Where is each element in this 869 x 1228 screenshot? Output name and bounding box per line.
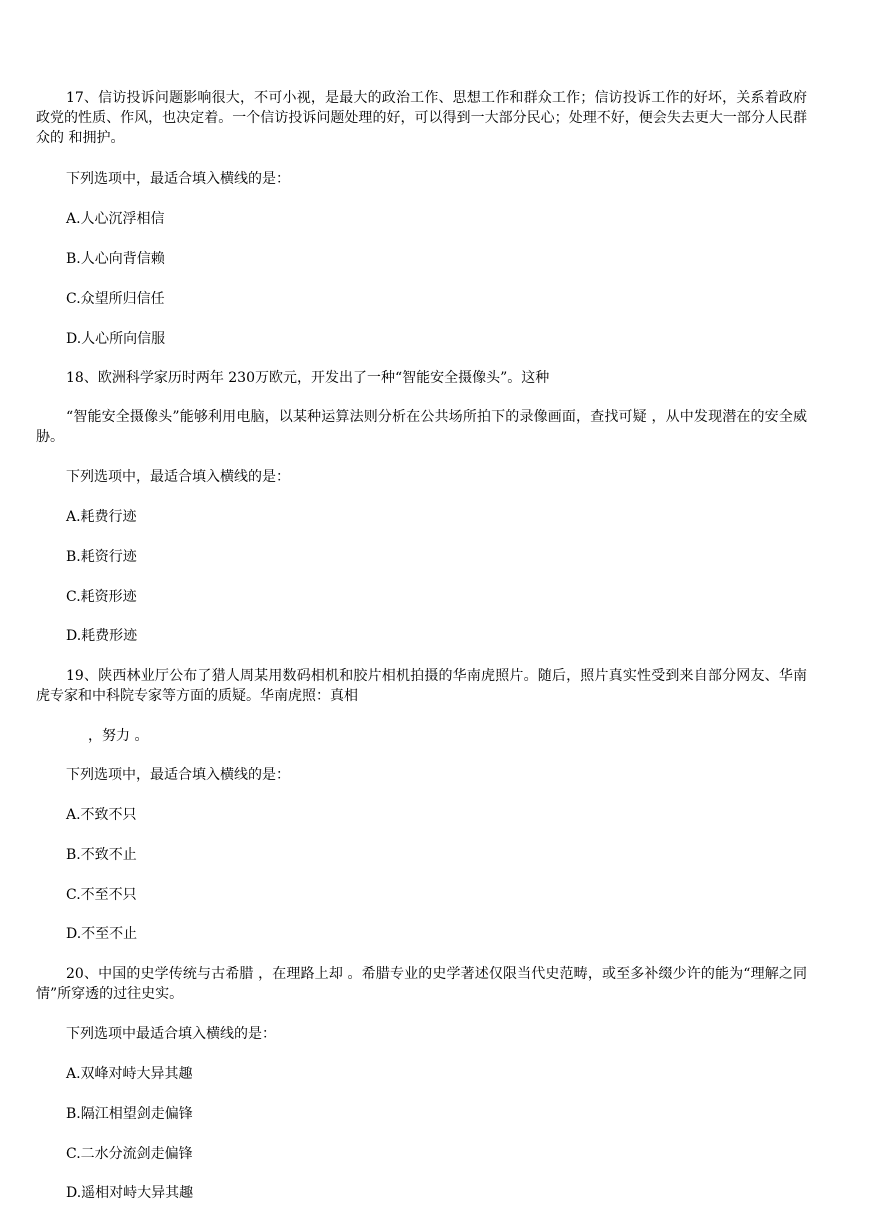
question-17-prompt: 下列选项中，最适合填入横线的是： bbox=[66, 171, 290, 187]
question-18-stem: 18、欧洲科学家历时两年 230万欧元，开发出了一种“智能安全摄像头”。这种 bbox=[66, 370, 550, 386]
question-18-option-d: D.耗费形迹 bbox=[66, 628, 138, 644]
question-18-option-a: A.耗费行迹 bbox=[66, 509, 137, 525]
question-19-stem bbox=[36, 666, 807, 706]
question-20-stem-text: 20、中国的史学传统与古希腊 ，在理路上却 。希腊专业的史学著述仅限当代史范畴，或至多补缀少许的能为“理解之同情”所穿透的过往史实。 bbox=[36, 966, 807, 1002]
question-19-stem-blanks: ，努力 。 bbox=[88, 728, 149, 744]
question-19-option-c: C.不至不只 bbox=[66, 887, 137, 903]
question-19-option-b: B.不致不止 bbox=[66, 847, 137, 863]
question-19-stem-text: 19、陕西林业厅公布了猎人周某用数码相机和胶片相机拍摄的华南虎照片。随后，照片真实性受到来自部分网友、华南虎专家和中科院专家等方面的质疑。华南虎照：真相 bbox=[36, 668, 807, 704]
question-18-stem-continued bbox=[36, 407, 807, 447]
question-17-option-d: D.人心所向信服 bbox=[66, 331, 166, 347]
question-19-option-a: A.不致不只 bbox=[66, 807, 137, 823]
question-17-option-c: C.众望所归信任 bbox=[66, 291, 165, 307]
question-20-prompt: 下列选项中最适合填入横线的是： bbox=[66, 1026, 276, 1042]
question-18-prompt: 下列选项中，最适合填入横线的是： bbox=[66, 469, 290, 485]
question-18-option-b: B.耗资行迹 bbox=[66, 549, 137, 565]
question-18-option-c: C.耗资形迹 bbox=[66, 589, 137, 605]
question-19-option-d: D.不至不止 bbox=[66, 926, 138, 942]
question-20-option-d: D.遥相对峙大异其趣 bbox=[66, 1185, 194, 1201]
question-20-option-a: A.双峰对峙大异其趣 bbox=[66, 1066, 193, 1082]
question-17-stem-text: 17、信访投诉问题影响很大，不可小视，是最大的政治工作、思想工作和群众工作；信访投诉工作的好坏，关系着政府政党的性质、作风，也决定着。一个信访投诉问题处理的好，可以得到一大部分民心；处理不好，便会失去更大一部分人民群众的 和拥护。 bbox=[36, 90, 807, 146]
question-19-prompt: 下列选项中，最适合填入横线的是： bbox=[66, 767, 290, 783]
question-17-option-a: A.人心沉浮相信 bbox=[66, 211, 165, 227]
question-20-option-c: C.二水分流剑走偏锋 bbox=[66, 1146, 193, 1162]
question-20-stem bbox=[36, 964, 807, 1004]
question-17-stem bbox=[36, 88, 807, 148]
question-17-option-b: B.人心向背信赖 bbox=[66, 251, 165, 267]
question-18-stem-continued-text: “智能安全摄像头”能够利用电脑，以某种运算法则分析在公共场所拍下的录像画面，查找可疑 ，从中发现潜在的安全威胁。 bbox=[36, 409, 807, 445]
question-20-option-b: B.隔江相望剑走偏锋 bbox=[66, 1106, 193, 1122]
